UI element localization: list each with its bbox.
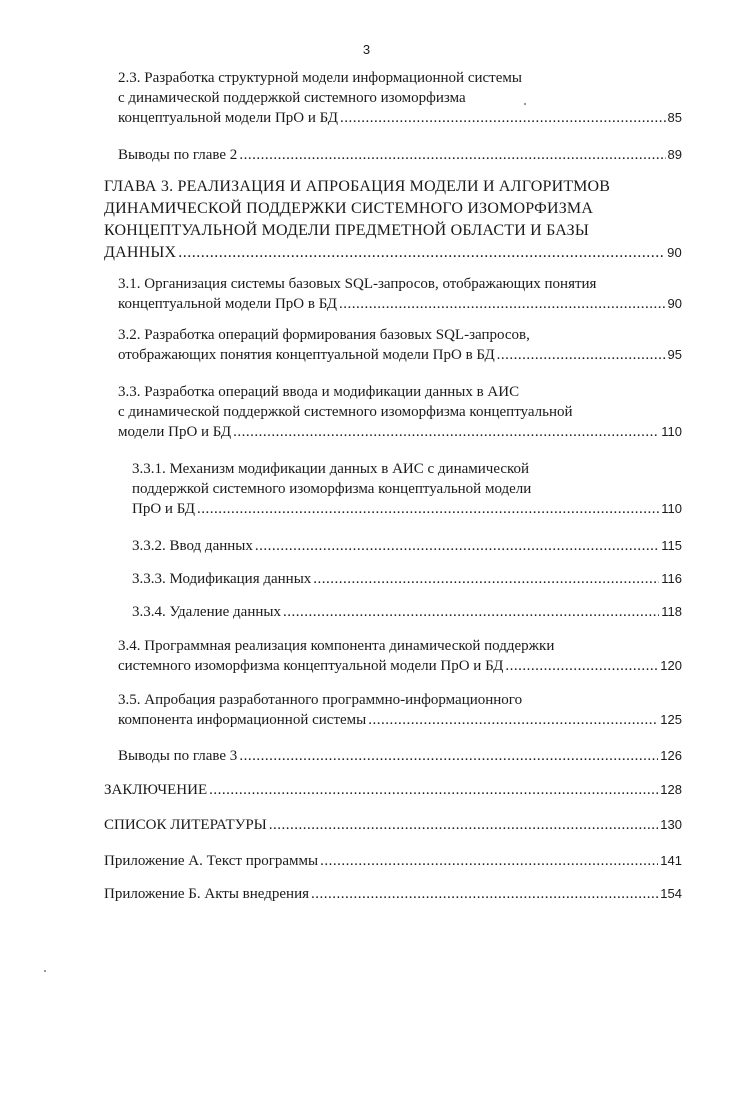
toc-entry-s3-3-4: [132, 602, 682, 622]
toc-entry-title: Выводы по главе 2: [118, 147, 238, 163]
scan-speck: [524, 103, 526, 105]
toc-entry-title: компонента информационной системы: [118, 712, 367, 728]
toc-entry-title: модели ПрО и БД: [118, 424, 232, 440]
toc-entry-references: [104, 815, 682, 835]
toc-entry-s2-concl: [118, 145, 682, 165]
toc-page-number: 110: [661, 501, 682, 516]
dot-leader: [197, 499, 659, 519]
toc-entry-appendix-a: [104, 851, 682, 871]
toc-entry-line: 3.3.1. Механизм модификации данных в АИС с динамической: [132, 461, 530, 477]
toc-page-number: 154: [660, 886, 682, 901]
toc-leader-row: [118, 145, 682, 165]
toc-leader-row: [118, 710, 682, 730]
toc-entry-appendix-b: [104, 884, 682, 904]
toc-leader-row: [104, 815, 682, 835]
toc-leader-row: [118, 656, 682, 676]
toc-entry-line: ДИНАМИЧЕСКОЙ ПОДДЕРЖКИ СИСТЕМНОГО ИЗОМОРФИЗМА: [104, 200, 594, 217]
dot-leader: [239, 746, 658, 766]
toc-entry-line: 3.4. Программная реализация компонента динамической поддержки: [118, 638, 555, 654]
toc-entry-s3-5: [118, 690, 682, 730]
toc-leader-row: [104, 851, 682, 871]
dot-leader: [505, 656, 658, 676]
toc-page-number: 116: [661, 571, 682, 586]
toc-page-number: 125: [660, 712, 682, 727]
toc-entry-s3-concl: [118, 746, 682, 766]
toc-entry-line: КОНЦЕПТУАЛЬНОЙ МОДЕЛИ ПРЕДМЕТНОЙ ОБЛАСТИ И БАЗЫ: [104, 222, 590, 239]
toc-entry-title: Приложение А. Текст программы: [104, 853, 319, 869]
dot-leader: [311, 884, 658, 904]
toc-entry-title: Приложение Б. Акты внедрения: [104, 886, 309, 902]
toc-entry-title: системного изоморфизма концептуальной модели ПрО и БД: [118, 658, 504, 674]
dot-leader: [239, 145, 665, 165]
dot-leader: [339, 294, 666, 314]
toc-leader-row: [104, 884, 682, 904]
toc-leader-row: [132, 602, 682, 622]
toc-leader-row: [104, 780, 682, 800]
toc-entry-line: 3.5. Апробация разработанного программно-информационного: [118, 692, 523, 708]
scan-speck: [44, 970, 46, 972]
dot-leader: [313, 569, 659, 589]
toc-page-number: 110: [661, 424, 682, 439]
toc-page-number: 95: [667, 347, 682, 362]
toc-entry-line: с динамической поддержкой системного изоморфизма концептуальной: [118, 404, 573, 420]
toc-leader-row: [132, 499, 682, 519]
toc-leader-row: [132, 569, 682, 589]
toc-entry-title: 3.3.4. Удаление данных: [132, 604, 281, 620]
dot-leader: [340, 108, 666, 128]
toc-entry-s3-2: [118, 325, 682, 365]
toc-entry-title: 3.3.2. Ввод данных: [132, 538, 253, 554]
toc-entry-title: 3.3.3. Модификация данных: [132, 571, 312, 587]
toc-entry-title: ДАННЫХ: [104, 244, 177, 261]
toc-entry-s3-3-3: [132, 569, 682, 589]
toc-leader-row: [104, 242, 682, 264]
toc-entry-line: 3.1. Организация системы базовых SQL-запросов, отображающих понятия: [118, 276, 597, 292]
dot-leader: [209, 780, 658, 800]
dot-leader: [269, 815, 659, 835]
toc-entry-s3-3: [118, 382, 682, 442]
toc-leader-row: [118, 422, 682, 442]
dot-leader: [320, 851, 658, 871]
toc-entry-line: 3.3. Разработка операций ввода и модификации данных в АИС: [118, 384, 520, 400]
dot-leader: [283, 602, 659, 622]
dot-leader: [497, 345, 666, 365]
dot-leader: [368, 710, 658, 730]
toc-entry-conclusion: [104, 780, 682, 800]
toc-entry-s3-3-2: [132, 536, 682, 556]
toc-entry-title: Выводы по главе 3: [118, 748, 238, 764]
toc-entry-line: 3.2. Разработка операций формирования базовых SQL-запросов,: [118, 327, 530, 343]
toc-entry-line: с динамической поддержкой системного изоморфизма: [118, 90, 466, 106]
toc-entry-line: ГЛАВА 3. РЕАЛИЗАЦИЯ И АПРОБАЦИЯ МОДЕЛИ И АЛГОРИТМОВ: [104, 178, 611, 195]
dot-leader: [178, 242, 665, 264]
dot-leader: [255, 536, 659, 556]
toc-page-number: 126: [660, 748, 682, 763]
dot-leader: [233, 422, 659, 442]
toc-entry-line: 2.3. Разработка структурной модели информационной системы: [118, 70, 522, 86]
toc-leader-row: [118, 108, 682, 128]
toc-entry-title: ПрО и БД: [132, 501, 195, 517]
toc-entry-s2-3: [118, 68, 682, 128]
toc-leader-row: [132, 536, 682, 556]
toc-entry-title: отображающих понятия концептуальной модели ПрО в БД: [118, 347, 495, 363]
toc-entry-s3-4: [118, 636, 682, 676]
toc-page-number: 120: [660, 658, 682, 673]
toc-leader-row: [118, 294, 682, 314]
toc-entry-s3-1: [118, 274, 682, 314]
toc-leader-row: [118, 746, 682, 766]
toc-page-number: 128: [660, 782, 682, 797]
toc-entry-ch3: [104, 176, 682, 264]
toc-entry-title: ЗАКЛЮЧЕНИЕ: [104, 782, 208, 798]
toc-leader-row: [118, 345, 682, 365]
toc-page-number: 90: [667, 296, 682, 311]
toc-entry-title: СПИСОК ЛИТЕРАТУРЫ: [104, 817, 267, 833]
toc-page-number: 130: [660, 817, 682, 832]
toc-page-number: 141: [660, 853, 682, 868]
toc-entry-title: концептуальной модели ПрО и БД: [118, 110, 338, 126]
toc-page-number: 85: [667, 110, 682, 125]
toc-entry-s3-3-1: [132, 459, 682, 519]
toc-page-number: 89: [667, 147, 682, 162]
toc-page-number: 118: [661, 604, 682, 619]
toc-entry-line: поддержкой системного изоморфизма концептуальной модели: [132, 481, 532, 497]
toc-page-number: 90: [667, 245, 682, 260]
toc-entry-title: концептуальной модели ПрО в БД: [118, 296, 337, 312]
page-number: 3: [362, 42, 371, 57]
toc-page-number: 115: [661, 538, 682, 553]
